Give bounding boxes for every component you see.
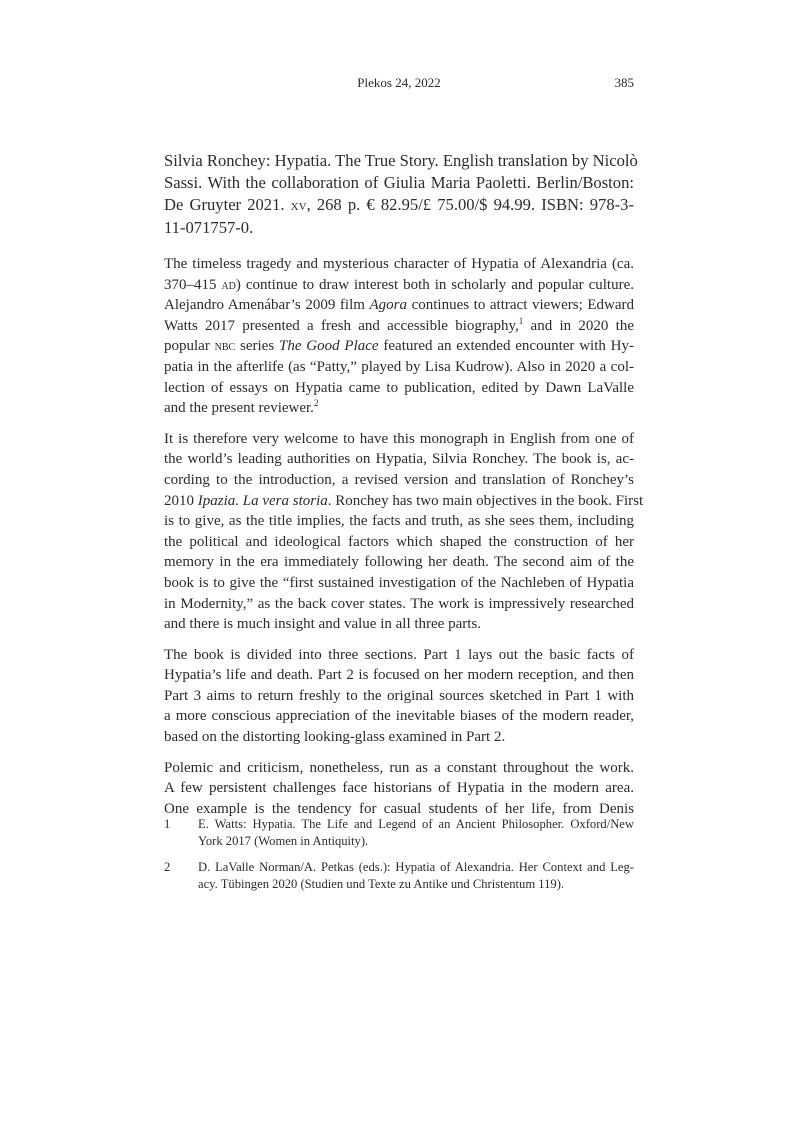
text-line: in Modernity,” as the back cover states. The work is impressively researched: [164, 595, 634, 612]
text-line: patia in the afterlife (as “Patty,” played by Lisa Kudrow). Also in 2020 a col-: [164, 358, 634, 375]
footnote-line: E. Watts: Hypatia. The Life and Legend of an Ancient Philosopher. Oxford/New: [198, 817, 634, 831]
heading-line: Sassi. With the collaboration of Giulia Maria Paoletti. Berlin/Boston:: [164, 173, 634, 192]
text-line: Hypatia’s life and death. Part 2 is focused on her modern reception, and then: [164, 667, 634, 684]
text-line: book is to give the “first sustained investigation of the Nachleben of Hypatia: [164, 574, 634, 591]
text-line: and there is much insight and value in all three parts.: [164, 616, 481, 633]
text-line: It is therefore very welcome to have this monograph in English from one of: [164, 430, 634, 447]
text-line: 2010 Ipazia. La vera storia. Ronchey has two main objectives in the book. First: [164, 492, 644, 509]
text-line: The timeless tragedy and mysterious character of Hypatia of Alexandria (ca.: [164, 256, 634, 272]
text-line: popular nbc series The Good Place featured an extended encounter with Hy-: [164, 338, 635, 355]
text-line: Part 3 aims to return freshly to the original sources sketched in Part 1 with: [164, 687, 634, 704]
review-heading: [164, 150, 638, 239]
text-line: Polemic and criticism, nonetheless, run as a constant throughout the work.: [164, 759, 634, 776]
footnote: [164, 859, 634, 893]
heading-line: 11-071757-0.: [164, 218, 254, 237]
text-line: The book is divided into three sections. Part 1 lays out the basic facts of: [164, 646, 634, 663]
review-body: [164, 254, 644, 829]
footnote-line: York 2017 (Women in Antiquity).: [198, 834, 369, 848]
text-line: Alejandro Amenábar’s 2009 film Agora continues to attract viewers; Edward: [164, 297, 634, 314]
paragraph: [164, 645, 634, 748]
text-line: the world’s leading authorities on Hypatia, Silvia Ronchey. The book is, ac-: [164, 451, 634, 468]
paragraph: [164, 758, 634, 820]
text-line: a more conscious appreciation of the inevitable biases of the modern reader,: [164, 708, 634, 725]
paragraph: [164, 254, 634, 419]
text-line: A few persistent challenges face historians of Hypatia in the modern area.: [164, 780, 634, 797]
text-line: and the present reviewer.$^2$: [164, 398, 319, 417]
page-number: 385: [614, 75, 634, 90]
text-line: is to give, as the title implies, the facts and truth, as she sees them, including: [164, 513, 634, 530]
text-line: lection of essays on Hypatia came to publication, edited by Dawn LaValle: [164, 379, 634, 396]
footnote-line: acy. Tübingen 2020 (Studien und Texte zu Antike und Christentum 119).: [198, 877, 565, 891]
text-line: cording to the introduction, a revised version and translation of Ronchey’s: [164, 471, 634, 488]
text-line: memory in the era immediately following her death. The second aim of the: [164, 554, 634, 571]
text-line: Watts 2017 presented a fresh and accessible biography,$^1$ and in 2020 the: [164, 315, 634, 334]
text-line: the political and ideological factors which shaped the construction of her: [164, 533, 634, 550]
running-header: [164, 73, 634, 93]
text-line: One example is the tendency for casual students of her life, from Denis: [164, 800, 634, 817]
journal-title: Plekos 24, 2022: [357, 75, 441, 90]
heading-line: Silvia Ronchey: Hypatia. The True Story. English translation by Nicolò: [164, 151, 638, 170]
text-line: based on the distorting looking-glass examined in Part 2.: [164, 729, 506, 746]
footnote-number: 1: [164, 817, 171, 831]
heading-line: De Gruyter 2021. xv, 268 p. € 82.95/£ 75.00/$ 94.99. ISBN: 978-3-: [164, 195, 634, 214]
paragraph: [164, 429, 644, 635]
footnote-line: D. LaValle Norman/A. Petkas (eds.): Hypatia of Alexandria. Her Context and Leg-: [198, 860, 634, 874]
footnotes: [164, 816, 634, 902]
footnote: [164, 816, 634, 850]
footnote-number: 2: [164, 860, 171, 874]
text-line: 370–415 ad) continue to draw interest both in scholarly and popular culture.: [164, 276, 635, 293]
